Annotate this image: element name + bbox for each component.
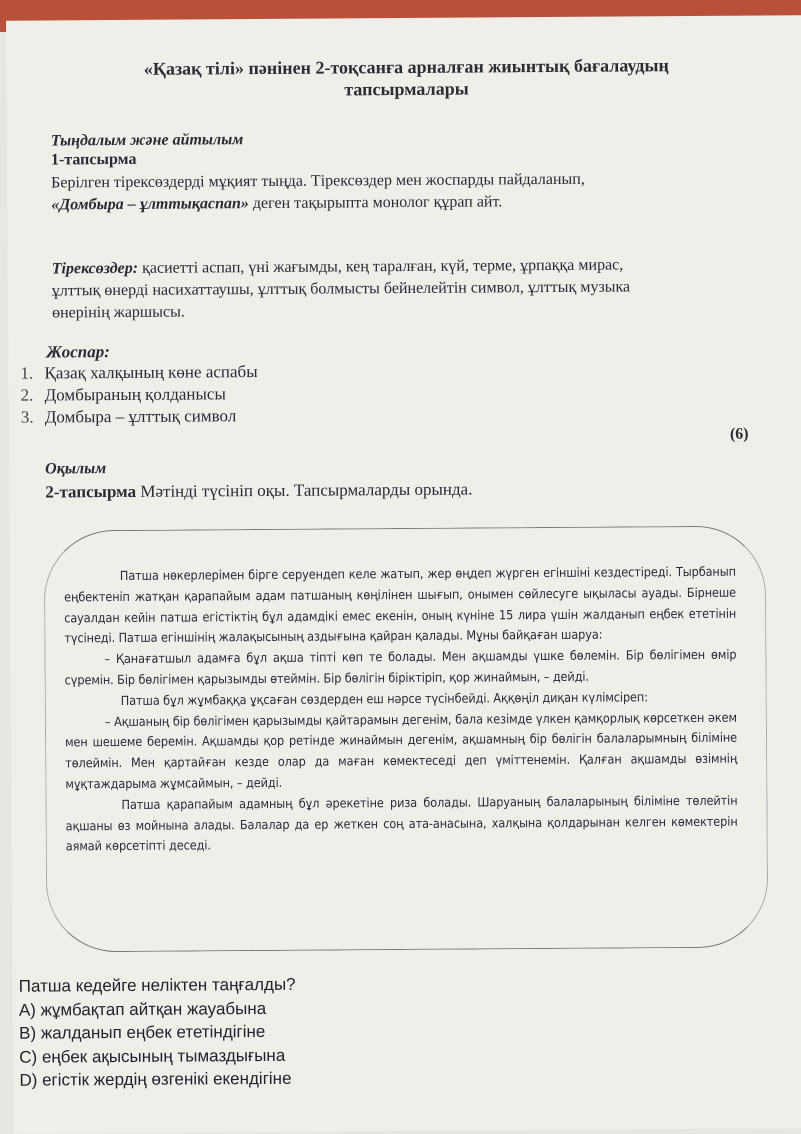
task-1-topic: «Домбыра – ұлттықаспап» [51, 195, 249, 214]
plan-item-number: 1. [20, 363, 34, 383]
answer-option-d: D) егістік жердің өзгенікі екендігіне [19, 1068, 292, 1090]
task-1-score: (6) [729, 425, 749, 443]
keywords-block [52, 253, 772, 324]
question-block [19, 973, 297, 1092]
plan-item-text: Домбыраның қолданысы [44, 384, 226, 405]
task-1-label: 1-тапсырма [50, 150, 137, 169]
answer-option-b: B) жалданып еңбек ететіндігіне [19, 1021, 266, 1043]
task-1-instruction [51, 167, 771, 216]
plan-list [20, 361, 258, 429]
keywords-line-3: өнерінің жаршысы. [51, 303, 185, 322]
plan-item-number: 3. [20, 407, 34, 427]
plan-item-text: Қазақ халқының көне аспабы [44, 362, 258, 383]
reading-paragraph: – Қанағатшыл адамға бұл ақша тіпті көп те болады. Мен ақшамды үшке бөлемін. Бір бөлігімен өмір сүремін. Бір бөлігімен қарызымды өтеймін. Бір бөлігін біріктіріп, қор жинаймын, – дейді. [64, 646, 737, 688]
keywords-line-2: ұлттық өнерді насихаттаушы, ұлттық болмысты бейнелейтін символ, ұлттық музыка [51, 278, 631, 300]
question-text: Патша кедейге неліктен таңғалды? [18, 974, 296, 996]
answer-option-a: A) жұмбақтап айтқан жауабына [18, 998, 267, 1020]
plan-label: Жоспар: [46, 342, 110, 362]
reading-paragraph: Патша бұл жұмбаққа ұқсаған сөздерден еш нәрсе түсінбейді. Аққөңіл диқан күлімсіреп: [120, 689, 648, 708]
plan-item [20, 361, 257, 385]
answer-option-c: C) еңбек ақысының тымаздығына [19, 1045, 286, 1067]
page-title-line-1: «Қазақ тілі» пәнінен 2-тоқсанға арналған жиынтық бағалаудың [143, 55, 669, 79]
listening-heading: Тыңдалым және айтылым [50, 131, 244, 150]
keywords-label: Тірексөздер: [51, 259, 139, 278]
task-1-instruction-line-2 [51, 189, 771, 216]
reading-heading: Оқылым [45, 460, 107, 478]
reading-passage [64, 562, 738, 858]
task-2-label: 2-тапсырма [45, 481, 137, 502]
reading-paragraph: Патша қарапайым адамның бұл әрекетіне риза болады. Шаруаның балаларының біліміне төлейтін ақшаны өз мойнына алады. Балалар да ер жеткен соң ата-анасына, халқына қолдарынан келген көмектерін аямай көрсетіпті деседі. [65, 792, 738, 854]
plan-item [21, 405, 258, 429]
page-title-line-2: тапсырмалары [344, 78, 469, 100]
keywords-text-1: қасиетті аспап, үні жағымды, кең таралған, күй, терме, ұрпаққа мирас, [138, 256, 624, 277]
page-title [46, 53, 766, 102]
task-2-instruction [45, 479, 472, 504]
task-1-instruction-line-1: Берілген тірексөздерді мұқият тыңда. Тірексөздер мен жоспарды пайдаланып, [51, 170, 585, 192]
plan-item-text: Домбыра – ұлттық символ [44, 406, 237, 427]
task-1-instruction-rest: деген тақырыпта монолог құрап айт. [248, 193, 503, 213]
reading-paragraph: Патша нөкерлерімен бірге серуендеп келе жатып, жер өңдеп жүрген егіншіні кездестіреді. Тырбанып еңбектеніп жатқан қарапайым адам патшаның көңілінен шығып, онымен сөйлесуге ықыласы ауады. Бірнеше сауалдан кейін патша егістіктің бұл адамдікі емес екенін, оның күніне 15 лира үшін жалданып еңбек ететінін түсінеді. Патша егіншінің жалақысының аздығына қайран қалады. Мұны байқаған шаруа: [63, 563, 737, 646]
worksheet-page [6, 15, 801, 1134]
task-2-instruction-text: Мәтінді түсініп оқы. Тапсырмаларды орында. [136, 479, 473, 501]
plan-item-number: 2. [20, 385, 34, 405]
plan-item [21, 383, 258, 407]
reading-paragraph: – Ақшаның бір бөлігімен қарызымды қайтарамын дегенім, бала кезімде үлкен қамқорлық көрсеткен әкем мен шешеме беремін. Ақшамды қор ретінде жинаймын дегенім, ақшамның бір бөлігін балаларымның біліміне төлеймін. Мен қартайған кезде олар да маған көмектеседі деп үміттенемін. Қалған ақшамды өзімнің мұқтаждарыма жұмсаймын, – дейді. [64, 709, 738, 792]
